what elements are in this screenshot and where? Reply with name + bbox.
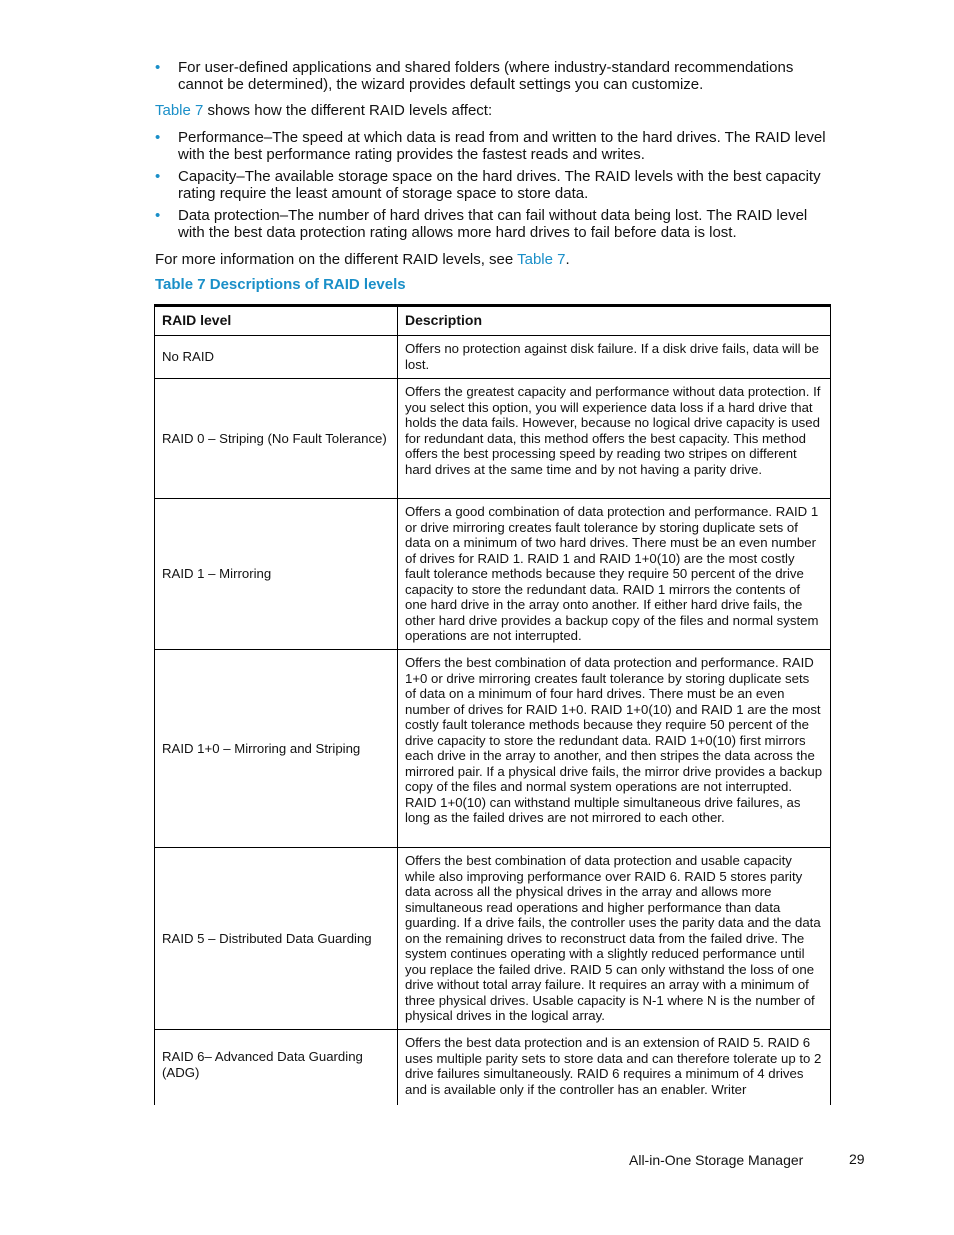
intro-bullet-list bbox=[155, 59, 835, 98]
table-row bbox=[155, 1030, 831, 1105]
list-item bbox=[155, 59, 835, 93]
bullet-icon: • bbox=[155, 59, 161, 76]
raid-level-cell: RAID 1+0 – Mirroring and Striping bbox=[155, 650, 398, 848]
table-header-row bbox=[155, 306, 831, 336]
affect-bullet-list bbox=[155, 129, 835, 246]
raid-levels-table bbox=[154, 304, 831, 1105]
column-header-description: Description bbox=[398, 306, 831, 336]
table-row bbox=[155, 848, 831, 1030]
column-header-raid-level: RAID level bbox=[155, 306, 398, 336]
description-cell: Offers the best data protection and is an extension of RAID 5. RAID 6 uses multiple parity sets to store data and can therefore tolerate up to 2 drive failures simultaneously. RAID 6 requires a minimum of 4 drives and is available only if the controller has an enabler. Writer bbox=[398, 1030, 831, 1105]
raid-level-cell: RAID 1 – Mirroring bbox=[155, 499, 398, 650]
description-cell: Offers the greatest capacity and performance without data protection. If you select this option, you will experience data loss if a hard drive that holds the data fails. However, because no logical drive capacity is used for redundant data, this method offers the best capacity. This method offers the best processing speed by reading two stripes on different hard drives at the same time and by not having a parity drive. bbox=[398, 379, 831, 499]
affect-paragraph bbox=[155, 102, 835, 119]
bullet-text: Performance–The speed at which data is read from and written to the hard drives. The RAID level with the best performance rating provides the fastest reads and writes. bbox=[178, 129, 826, 163]
bullet-icon: • bbox=[155, 207, 161, 224]
affect-paragraph-text: shows how the different RAID levels affect: bbox=[203, 102, 493, 119]
description-cell: Offers the best combination of data protection and usable capacity while also improving performance over RAID 6. RAID 5 stores parity data across all the physical drives in the array and allows more simultaneous read operations and higher performance than data guarding. If a drive fails, the controller uses the parity data and the data on the remaining drives to reconstruct data from the failed drive. The system continues operating with a slightly reduced performance until you replace the failed drive. RAID 5 can only withstand the loss of one drive without total array failure. It requires an array with a minimum of three physical drives. Usable capacity is N-1 where N is the number of physical drives in the logical array. bbox=[398, 848, 831, 1030]
more-info-text: For more information on the different RAID levels, see bbox=[155, 251, 518, 268]
list-item bbox=[155, 168, 835, 202]
raid-level-cell: RAID 5 – Distributed Data Guarding bbox=[155, 848, 398, 1030]
more-info-paragraph bbox=[155, 251, 835, 268]
list-item bbox=[155, 207, 835, 241]
table-7-link[interactable]: Table 7 bbox=[517, 251, 566, 268]
table-7-link[interactable]: Table 7 bbox=[155, 102, 204, 119]
table-caption: Table 7 Descriptions of RAID levels bbox=[155, 276, 406, 293]
description-cell: Offers a good combination of data protection and performance. RAID 1 or drive mirroring creates fault tolerance by storing duplicate sets of data on a minimum of two hard drives. There must be an even number of drives for RAID 1. RAID 1 and RAID 1+0(10) are the most costly fault tolerance methods because they require 50 percent of the drive capacity to store the redundant data. RAID 1 mirrors the contents of one hard drive in the array onto another. If either hard drive fails, the other hard drive provides a backup copy of the files and normal system operations are not interrupted. bbox=[398, 499, 831, 650]
table-row bbox=[155, 499, 831, 650]
bullet-text: For user-defined applications and shared folders (where industry-standard recommendations cannot be determined), the wizard provides default settings you can customize. bbox=[178, 59, 794, 93]
bullet-text: Data protection–The number of hard drives that can fail without data being lost. The RAID level with the best data protection rating allows more hard drives to fail before data is lost. bbox=[178, 207, 808, 241]
description-cell: Offers no protection against disk failure. If a disk drive fails, data will be lost. bbox=[398, 336, 831, 379]
list-item bbox=[155, 129, 835, 163]
table-row bbox=[155, 336, 831, 379]
more-info-suffix: . bbox=[565, 251, 570, 268]
raid-level-cell: No RAID bbox=[155, 336, 398, 379]
table-row bbox=[155, 650, 831, 848]
footer-title: All-in-One Storage Manager bbox=[629, 1152, 804, 1168]
table-row bbox=[155, 379, 831, 499]
bullet-icon: • bbox=[155, 168, 161, 185]
page-number: 29 bbox=[849, 1151, 865, 1167]
bullet-icon: • bbox=[155, 129, 161, 146]
description-cell: Offers the best combination of data protection and performance. RAID 1+0 or drive mirroring creates fault tolerance by storing duplicate sets of data on a minimum of four hard drives. There must be an even number of drives for RAID 1+0. RAID 1+0(10) and RAID 1 are the most costly fault tolerance methods because they require 50 percent of the drive capacity to store the redundant data. RAID 1+0(10) first mirrors each drive in the array to another, and then stripes the data across the mirrored pair. If a physical drive fails, the mirror drive provides a backup copy of the files and normal system operations are not interrupted. RAID 1+0(10) can withstand multiple simultaneous drive failures, as long as the failed drives are not mirrored to each other. bbox=[398, 650, 831, 848]
raid-level-cell: RAID 6– Advanced Data Guarding (ADG) bbox=[155, 1030, 398, 1105]
raid-level-cell: RAID 0 – Striping (No Fault Tolerance) bbox=[155, 379, 398, 499]
bullet-text: Capacity–The available storage space on the hard drives. The RAID levels with the best capacity rating require the least amount of storage space to store data. bbox=[178, 168, 821, 202]
